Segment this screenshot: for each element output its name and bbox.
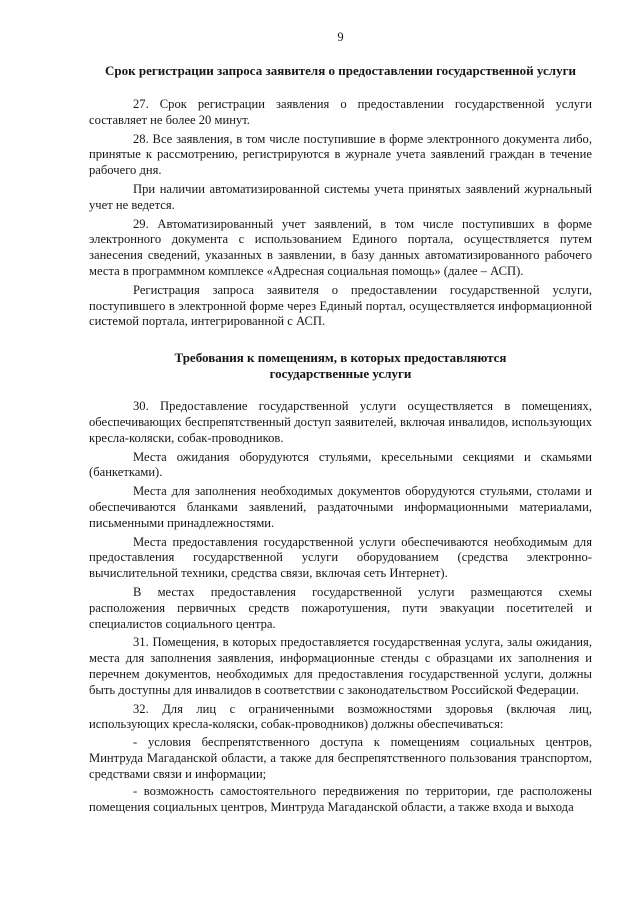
paragraph-28: 28. Все заявления, в том числе поступившие в форме электронного документа либо, принятые к рассмотрению, регистрируются в журнале учета заявлений граждан в течение рабочего дня.	[89, 131, 592, 178]
paragraph-29: 29. Автоматизированный учет заявлений, в том числе поступивших в форме электронного документа с использованием Единого портала, осуществляется путем занесения сведений, указанных в заявлении, в базу данных автоматизированного рабочего места в программном комплексе «Адресная социальная помощь» (далее – АСП).	[89, 216, 592, 278]
paragraph-portal-registration: Регистрация запроса заявителя о предоставлении государственной услуги, поступившего в электронной форме через Единый портал, осуществляется информационной системой портала, интегрированной с АСП.	[89, 282, 592, 329]
list-item-access-conditions: - условия беспрепятственного доступа к помещениям социальных центров, Минтруда Магаданской области, а также для беспрепятственного пользования транспортом, средствами связи и информации;	[89, 735, 592, 781]
paragraph-equipment: Места предоставления государственной услуги обеспечиваются необходимым для предоставления государственной услуги оборудованием (средства электронно-вычислительной техники, средства связи, включая сеть Интернет).	[89, 534, 592, 581]
section-heading-premises-requirements	[89, 350, 592, 382]
paragraph-31: 31. Помещения, в которых предоставляется государственная услуга, залы ожидания, места для заполнения заявления, информационные стенды с образцами их заполнения и перечнем документов, необходимых для предоставления государственной услуги, должны быть доступны для инвалидов в соответствии с законодательством Российской Федерации.	[89, 635, 592, 697]
paragraph-27: 27. Срок регистрации заявления о предоставлении государственной услуги составляет не более 20 минут.	[89, 97, 592, 127]
section-heading-registration-term: Срок регистрации запроса заявителя о предоставлении государственной услуги	[105, 63, 576, 78]
paragraph-filling-places: Места для заполнения необходимых документов оборудуются стульями, столами и обеспечиваются бланками заявлений, раздаточными информационными материалами, письменными принадлежностями.	[89, 484, 592, 530]
paragraph-30: 30. Предоставление государственной услуги осуществляется в помещениях, обеспечивающих беспрепятственный доступ заявителей, включая инвалидов, использующих кресла-коляски, собак-проводников.	[89, 399, 592, 445]
page-number: 9	[337, 30, 344, 44]
paragraph-waiting-places: Места ожидания оборудуются стульями, кресельными секциями и скамьями (банкетками).	[89, 449, 592, 480]
paragraph-evacuation-schemes: В местах предоставления государственной услуги размещаются схемы расположения первичных средств пожаротушения, пути эвакуации посетителей и специалистов социального центра.	[89, 584, 592, 631]
section-heading-line-1: Требования к помещениям, в которых предоставляются	[174, 350, 507, 366]
paragraph-32: 32. Для лиц с ограниченными возможностями здоровья (включая лиц, использующих кресла-коляски, собак-проводников) должны обеспечиваться:	[89, 701, 592, 732]
list-item-movement-possibility: - возможность самостоятельного передвижения по территории, где расположены помещения социальных центров, Минтруда Магаданской области, а также входа и выхода	[89, 784, 592, 815]
paragraph-journal-note: При наличии автоматизированной системы учета принятых заявлений журнальный учет не ведется.	[89, 181, 592, 212]
section-heading-line-2: государственные услуги	[269, 366, 412, 382]
